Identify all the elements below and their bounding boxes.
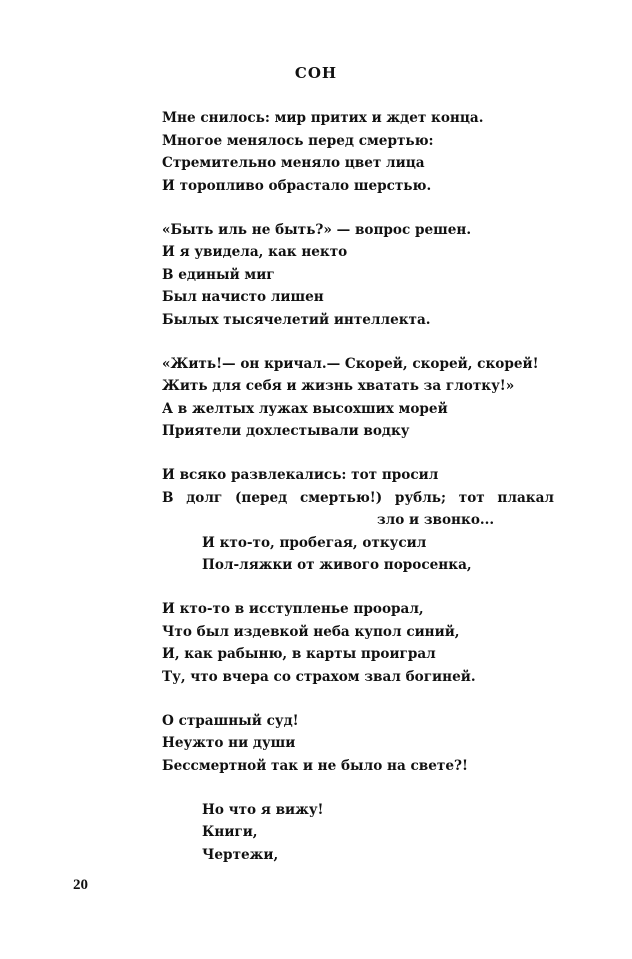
poem-line: И кто-то в исступленье проорал, <box>162 601 424 617</box>
poem-line-continuation: зло и звонко... <box>377 512 495 528</box>
stanza-3 <box>162 353 562 443</box>
poem-line: Книги, <box>202 824 258 840</box>
poem-title: СОН <box>294 64 338 82</box>
poem-line: Пол-ляжки от живого поросенка, <box>202 557 472 573</box>
poem-line: Жить для себя и жизнь хватать за глотку!» <box>162 378 515 394</box>
poem-line: А в желтых лужах высохших морей <box>162 400 448 417</box>
poem-line: Что был издевкой неба купол синий, <box>162 623 460 640</box>
poem-line: В единый миг <box>162 266 275 283</box>
stanza-1 <box>162 107 562 197</box>
poem-line: «Быть иль не быть?» — вопрос решен. <box>162 221 472 238</box>
poem-line: Чертежи, <box>202 846 279 863</box>
poem-line: Многое менялось перед смертью: <box>162 132 434 149</box>
poem-line: И кто-то, пробегая, откусил <box>202 534 427 551</box>
poem-line: Ту, что вчера со страхом звал богиней. <box>162 668 476 685</box>
poem-line: Но что я вижу! <box>202 801 324 818</box>
poem-line: И, как рабыню, в карты проиграл <box>162 646 436 662</box>
poem-line: Стремительно меняло цвет лица <box>162 155 425 171</box>
poem-line: «Жить!— он кричал.— Скорей, скорей, скорей! <box>162 355 539 372</box>
page-number: 20 <box>73 877 88 893</box>
stanza-5 <box>162 598 562 688</box>
poem-line: О страшный суд! <box>162 712 299 729</box>
poem-line: Был начисто лишен <box>162 289 324 305</box>
poem-line: Бессмертной так и не было на свете?! <box>162 757 468 774</box>
poem-line: Приятели дохлестывали водку <box>162 423 410 439</box>
poem-line: В долг (перед смертью!) рубль; тот плакал <box>162 489 554 506</box>
stanza-7 <box>162 799 562 867</box>
poem-line: Мне снилось: мир притих и ждет конца. <box>162 110 484 126</box>
stanza-6 <box>162 710 562 778</box>
poem-line: Былых тысячелетий интеллекта. <box>162 311 431 328</box>
poem-line: И торопливо обрастало шерстью. <box>162 177 432 194</box>
poem-line: И всяко развлекались: тот просил <box>162 467 439 483</box>
poem-line: Неужто ни души <box>162 735 296 751</box>
stanza-4 <box>162 464 562 577</box>
poem-body <box>162 107 562 888</box>
poem-line: И я увидела, как некто <box>162 244 348 260</box>
stanza-2 <box>162 219 562 332</box>
